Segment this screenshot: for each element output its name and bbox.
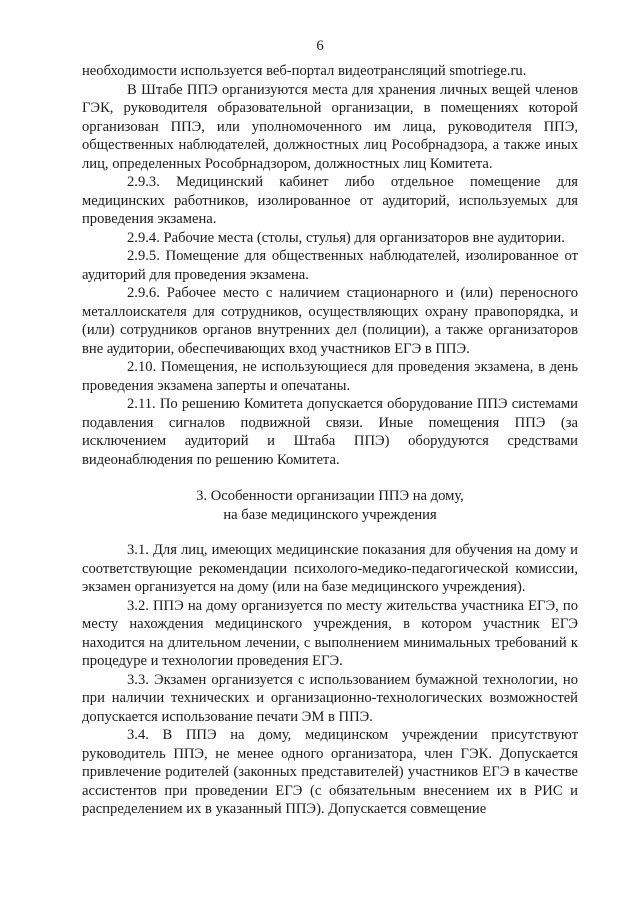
paragraph-2-9-4: 2.9.4. Рабочие места (столы, стулья) для организаторов вне аудитории. [127,229,565,246]
paragraph-2-9-3: 2.9.3. Медицинский кабинет либо отдельное помещение для медицинских работников, изолированное от аудиторий, используемых для проведения экзамена. [82,174,578,227]
paragraph-3-4: 3.4. В ППЭ на дому, медицинском учреждении присутствуют руководитель ППЭ, не менее одного организатора, член ГЭК. Допускается привлечение родителей (законных представителей) участников ЕГЭ в качестве ассистентов при проведении ЕГЭ (с обязательным внесением их в РИС и распределением их в указанный ППЭ). Допускается совмещение [82,727,578,817]
page-number: 6 [316,38,324,54]
section-heading-line-1: 3. Особенности организации ППЭ на дому, [196,488,464,504]
paragraph-2-9-6: 2.9.6. Рабочее место с наличием стационарного и (или) переносного металлоискателя для сотрудников, осуществляющих охрану правопорядка, и (или) сотрудников органов внутренних дел (полиции), а также организаторов вне аудитории, обеспечивающих вход участников ЕГЭ в ППЭ. [82,285,578,357]
paragraph-3-2: 3.2. ППЭ на дому организуется по месту жительства участника ЕГЭ, по месту нахождения медицинского учреждения, в котором участник ЕГЭ находится на длительном лечении, с выполнением минимальных требований к процедуре и технологии проведения ЕГЭ. [82,597,578,669]
paragraph-2-11: 2.11. По решению Комитета допускается оборудование ППЭ системами подавления сигналов подвижной связи. Иные помещения ППЭ (за исключением аудиторий и Штаба ППЭ) оборудуются средствами видеонаблюдения по решению Комитета. [82,396,578,468]
paragraph-2-9-5: 2.9.5. Помещение для общественных наблюдателей, изолированное от аудиторий для проведения экзамена. [82,248,578,283]
paragraph-2-10: 2.10. Помещения, не использующиеся для проведения экзамена, в день проведения экзамена заперты и опечатаны. [82,359,578,394]
paragraph-3-3: 3.3. Экзамен организуется с использованием бумажной технологии, но при наличии технических и организационно-технологических возможностей допускается использование печати ЭМ в ППЭ. [82,671,578,725]
paragraph-shtab-storage: В Штабе ППЭ организуются места для хранения личных вещей членов ГЭК, руководителя образовательной организации, в помещениях которой организован ППЭ, или уполномоченного им лица, руководителя ППЭ, общественных наблюдателей, должностных лиц Рособрнадзора, а также иных лиц, определенных Рособрнадзором, должностных лиц Комитета. [82,81,578,172]
section-heading [82,487,578,524]
paragraph-continuation: необходимости используется веб-портал видеотрансляций smotriege.ru. [82,63,527,79]
document-body [82,62,578,819]
section-heading-line-2: на базе медицинского учреждения [223,506,437,523]
paragraph-3-1: 3.1. Для лиц, имеющих медицинские показания для обучения на дому и соответствующие рекомендации психолого-медико-педагогической комиссии, экзамен организуется на дому (или на базе медицинского учреждения). [82,542,578,595]
